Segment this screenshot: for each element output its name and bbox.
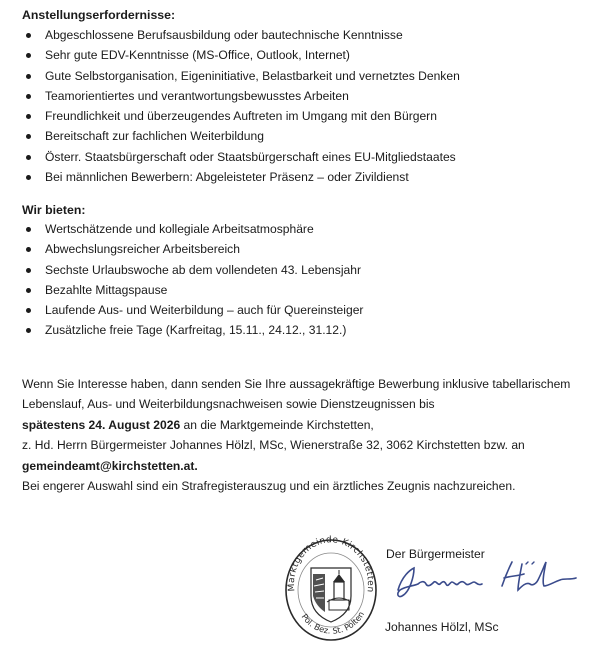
bullet-icon (26, 268, 31, 273)
list-item-text: Zusätzliche freie Tage (Karfreitag, 15.11., 24.12., 31.12.) (45, 323, 347, 338)
list-item (22, 219, 363, 239)
list-item-text: Freundlichkeit und überzeugendes Auftreten im Umgang mit den Bürgern (45, 109, 437, 124)
application-line: Wenn Sie Interesse haben, dann senden Sie Ihre aussagekräftige Bewerbung inklusive tabellarischem (22, 377, 571, 391)
list-item-text: Bei männlichen Bewerbern: Abgeleisteter Präsenz – oder Zivildienst (45, 170, 409, 185)
list-item (22, 147, 460, 167)
list-item (22, 86, 460, 106)
bullet-icon (26, 247, 31, 252)
list-item-text: Gute Selbstorganisation, Eigeninitiative, Belastbarkeit und vernetztes Denken (45, 68, 460, 83)
list-item (22, 167, 460, 187)
requirements-list (22, 25, 460, 187)
list-item-text: Abgeschlossene Berufsausbildung oder bautechnische Kenntnisse (45, 28, 403, 42)
bullet-icon (26, 94, 31, 99)
list-item-text: Teamorientiertes und verantwortungsbewusstes Arbeiten (45, 88, 349, 103)
bullet-icon (26, 53, 31, 58)
list-item (22, 320, 363, 340)
svg-text:Pol. Bez. St. Pölten: Pol. Bez. St. Pölten (299, 609, 367, 636)
list-item (22, 106, 460, 126)
application-deadline: spätestens 24. August 2026 (22, 417, 181, 432)
bullet-icon (26, 288, 31, 293)
list-item-text: Laufende Aus- und Weiterbildung – auch für Quereinsteiger (45, 303, 364, 318)
application-line: Bei engerer Auswahl sind ein Strafregisterauszug und ein ärztliches Zeugnis nachzureichen. (22, 478, 516, 493)
list-item (22, 66, 460, 86)
requirements-heading: Anstellungserfordernisse: (22, 8, 176, 22)
bullet-icon (26, 134, 31, 139)
mayor-title: Der Bürgermeister (386, 547, 485, 561)
list-item-text: Bezahlte Mittagspause (45, 282, 168, 297)
list-item-text: Abwechslungsreicher Arbeitsbereich (45, 242, 240, 257)
list-item-text: Bereitschaft zur fachlichen Weiterbildung (45, 129, 264, 144)
bullet-icon (26, 308, 31, 313)
application-email[interactable]: gemeindeamt@kirchstetten.at. (22, 458, 198, 473)
application-line-rest: an die Marktgemeinde Kirchstetten, (180, 417, 374, 432)
bullet-icon (26, 114, 31, 119)
bullet-icon (26, 33, 31, 38)
offer-heading: Wir bieten: (22, 203, 86, 217)
application-line (22, 415, 582, 435)
bullet-icon (26, 155, 31, 160)
list-item-text: Österr. Staatsbürgerschaft oder Staatsbürgerschaft eines EU-Mitgliedstaates (45, 149, 456, 164)
offer-list (22, 219, 363, 341)
list-item (22, 280, 363, 300)
municipal-seal-stamp (283, 534, 379, 642)
list-item (22, 25, 460, 45)
application-line: z. Hd. Herrn Bürgermeister Johannes Hölzl, MSc, Wienerstraße 32, 3062 Kirchstetten bzw. an (22, 438, 525, 453)
mayor-name: Johannes Hölzl, MSc (385, 620, 499, 634)
list-item-text: Sechste Urlaubswoche ab dem vollendeten 43. Lebensjahr (45, 262, 361, 277)
list-item-text: Sehr gute EDV-Kenntnisse (MS-Office, Outlook, Internet) (45, 48, 350, 63)
application-line: Lebenslauf, Aus- und Weiterbildungsnachweisen sowie Dienstzeugnissen bis (22, 397, 435, 412)
bullet-icon (26, 328, 31, 333)
list-item (22, 260, 363, 280)
list-item (22, 239, 363, 259)
list-item-text: Wertschätzende und kollegiale Arbeitsatmosphäre (45, 222, 314, 236)
handwritten-signature (392, 556, 582, 606)
list-item (22, 126, 460, 146)
application-paragraph (22, 374, 582, 496)
svg-text:Marktgemeinde Kirchstetten: Marktgemeinde Kirchstetten (286, 535, 376, 594)
list-item (22, 45, 460, 65)
bullet-icon (26, 175, 31, 180)
list-item (22, 300, 363, 320)
bullet-icon (26, 227, 31, 232)
bullet-icon (26, 74, 31, 79)
